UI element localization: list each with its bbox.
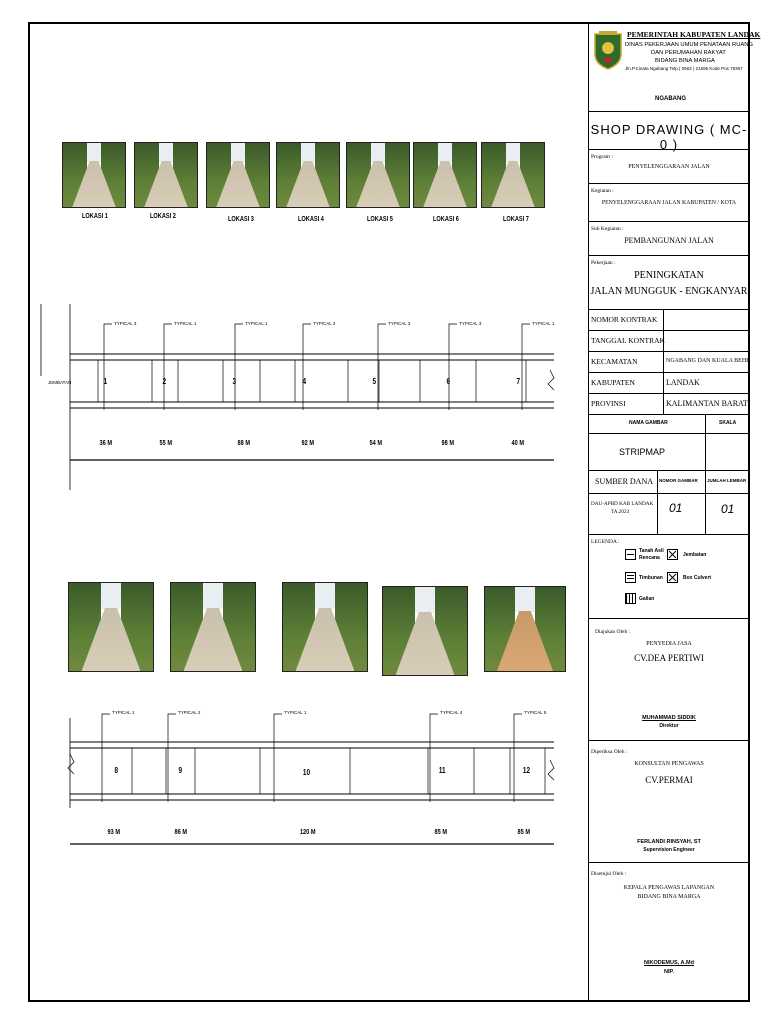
typical-label: TYPICAL 1 xyxy=(532,321,555,326)
typical-label: TYPICAL 5 xyxy=(524,710,547,715)
info-row xyxy=(589,373,749,394)
segment-distance: 88 M xyxy=(237,440,251,447)
box-culvert-icon xyxy=(667,572,678,583)
segment-number: 4 xyxy=(302,377,307,386)
kegiatan-value: PENYELENGGARAAN JALAN KABUPATEN / KOTA xyxy=(601,200,737,206)
segment-number: 10 xyxy=(302,768,311,777)
drawing-number: 01 xyxy=(669,501,683,515)
legend-item: Jembatan xyxy=(683,552,707,558)
checker-company: CV.PERMAI xyxy=(645,775,693,785)
info-row-value: LANDAK xyxy=(666,378,700,387)
header-section xyxy=(589,24,761,112)
program-section xyxy=(589,150,749,184)
segment-number: 12 xyxy=(522,766,531,775)
submitter-company: CV.DEA PERTIWI xyxy=(634,653,704,663)
funding-label: SUMBER DANA xyxy=(595,477,654,486)
segment-number: 2 xyxy=(162,377,167,386)
segment-number: 11 xyxy=(438,766,446,775)
division-name: BIDANG BINA MARGA xyxy=(655,58,715,64)
legend-item: Timbunan xyxy=(639,575,663,581)
scale-label: SKALA xyxy=(719,420,737,426)
submitted-by-label: Diajukan Oleh : xyxy=(595,629,631,635)
road-photo-3 xyxy=(206,142,270,208)
legend-item: Box Culvert xyxy=(683,575,712,581)
checker-org: KONSULTAN PENGAWAS xyxy=(634,761,704,767)
info-row xyxy=(589,352,749,373)
road-photo-10 xyxy=(282,582,368,672)
dept-line-2: DAN PERUMAHAN RAKYAT xyxy=(651,50,726,56)
segment-distance: 98 M xyxy=(441,440,455,447)
location-label: LOKASI 1 xyxy=(82,213,108,220)
legend-item: Galian xyxy=(639,596,655,602)
submitted-by-section xyxy=(589,619,749,741)
segment-distance: 36 M xyxy=(99,440,113,447)
info-row-label: NOMOR KONTRAK xyxy=(591,315,658,324)
segment-distance: 54 M xyxy=(369,440,383,447)
road-photo-1 xyxy=(62,142,126,208)
segment-number: 3 xyxy=(232,377,237,386)
legend-item: Tanah Asli xyxy=(639,548,664,554)
sub-kegiatan-label: Sub Kegiatan : xyxy=(591,226,624,232)
location-label: LOKASI 6 xyxy=(433,216,459,223)
segment-distance: 85 M xyxy=(434,829,448,836)
typical-label: TYPICAL 2 xyxy=(178,710,201,715)
original-ground-icon xyxy=(625,549,636,560)
segment-number: 5 xyxy=(372,377,377,386)
funding-year: TA.2023 xyxy=(611,509,630,515)
submitter-role: Direktur xyxy=(659,723,679,729)
checked-by-section xyxy=(589,741,749,863)
typical-label: TYPICAL 1 xyxy=(112,710,135,715)
submitter-name: MUHAMMAD SIDDIK xyxy=(642,715,696,721)
legend-label: LEGENDA : xyxy=(591,539,620,545)
drawing-title-section xyxy=(589,112,749,150)
segment-distance: 120 M xyxy=(299,829,316,836)
road-photo-5 xyxy=(346,142,410,208)
pekerjaan-line-2: JALAN MUNGGUK - ENGKANYAR xyxy=(590,286,748,297)
road-photo-8 xyxy=(68,582,154,672)
kegiatan-label: Kegiatan : xyxy=(591,188,614,194)
drawing-number-label: NOMOR GAMBAR xyxy=(659,478,698,483)
gov-name: PEMERINTAH KABUPATEN LANDAK xyxy=(627,30,761,39)
location-label: LOKASI 5 xyxy=(367,216,393,223)
approver-name: NIKODEMUS, A.Md xyxy=(644,960,694,966)
road-photo-7 xyxy=(481,142,545,208)
location-label: LOKASI 7 xyxy=(503,216,529,223)
road-photo-2 xyxy=(134,142,198,208)
regency-seal-logo xyxy=(593,30,623,70)
segment-distance: 86 M xyxy=(174,829,188,836)
typical-label: TYPICAL 1 xyxy=(284,710,307,715)
road-photo-6 xyxy=(413,142,477,208)
drawing-area xyxy=(30,24,588,1000)
address: Jln.P.Cinata Ngabang Telp.( 0563 ) 21695 Kode Pos 78357 xyxy=(625,66,743,71)
sub-kegiatan-section xyxy=(589,222,749,256)
info-row-label: PROVINSI xyxy=(591,399,626,408)
segment-distance: 40 M xyxy=(511,440,525,447)
info-row-label: KABUPATEN xyxy=(591,378,635,387)
typical-label: TYPICAL 3 xyxy=(459,321,482,326)
segment-number: 6 xyxy=(446,377,451,386)
road-photo-9 xyxy=(170,582,256,672)
typical-label: TYPICAL 3 xyxy=(114,321,137,326)
approver-nip: NIP. xyxy=(664,969,674,975)
drawing-sheet xyxy=(28,22,761,1002)
road-photo-4 xyxy=(276,142,340,208)
legend-section xyxy=(589,535,749,619)
program-label: Program : xyxy=(591,154,613,160)
approver-org-2: BIDANG BINA MARGA xyxy=(637,894,701,900)
typical-label: TYPICAL 1 xyxy=(174,321,197,326)
location-label: LOKASI 4 xyxy=(298,216,324,223)
drawing-title: SHOP DRAWING ( MC-0 ) xyxy=(590,122,748,152)
funding-source: DAU-APBD KAB LANDAK xyxy=(591,501,654,507)
segment-number: 9 xyxy=(178,766,183,775)
segment-distance: 85 M xyxy=(517,829,531,836)
legend-item: Rencana xyxy=(639,555,660,561)
drawing-name-value: STRIPMAP xyxy=(619,447,666,457)
road-photo-12 xyxy=(484,586,566,672)
title-block xyxy=(588,24,761,1000)
funding-section xyxy=(589,471,749,535)
city: NGABANG xyxy=(655,96,686,102)
submitter-org: PENYEDIA JASA xyxy=(646,641,692,647)
approved-by-section xyxy=(589,863,749,1000)
sheet-count: 01 xyxy=(721,502,735,516)
segment-number: 1 xyxy=(103,377,108,386)
checked-by-label: Diperiksa Oleh : xyxy=(591,749,628,755)
info-row xyxy=(589,394,749,415)
typical-label: TYPICAL 4 xyxy=(440,710,463,715)
typical-label: TYPICAL 1 xyxy=(245,321,268,326)
bridge-icon xyxy=(667,549,678,560)
approver-org-1: KEPALA PENGAWAS LAPANGAN xyxy=(623,885,715,891)
embankment-icon xyxy=(625,572,636,583)
segment-distance: 55 M xyxy=(159,440,173,447)
info-row-value: NGABANG DAN KUALA BEHE xyxy=(666,358,750,364)
excavation-icon xyxy=(625,593,636,604)
sub-kegiatan-value: PEMBANGUNAN JALAN xyxy=(624,236,714,245)
info-row xyxy=(589,331,749,352)
info-row xyxy=(589,310,749,331)
typical-label: TYPICAL 3 xyxy=(388,321,411,326)
dept-line-1: DINAS PEKERJAAN UMUM PENATAAN RUANG xyxy=(625,42,753,48)
pekerjaan-section xyxy=(589,256,749,310)
sheet-count-label: JUMLAH LEMBAR xyxy=(707,478,747,483)
pekerjaan-label: Pekerjaan : xyxy=(591,260,616,266)
segment-distance: 92 M xyxy=(301,440,315,447)
segment-number: 8 xyxy=(114,766,119,775)
info-row-value: KALIMANTAN BARAT xyxy=(666,399,748,408)
pekerjaan-line-1: PENINGKATAN xyxy=(634,270,704,281)
bridge-label: JEMBATAN xyxy=(48,380,72,385)
typical-label: TYPICAL 2 xyxy=(313,321,336,326)
info-row-label: KECAMATAN xyxy=(591,357,638,366)
checker-role: Supervision Engineer xyxy=(643,847,695,853)
approved-by-label: Disetujui Oleh : xyxy=(591,871,627,877)
checker-name: FERLANDI RINSYAH, ST xyxy=(637,839,701,845)
program-value: PENYELENGGARAAN JALAN xyxy=(628,164,710,170)
location-label: LOKASI 2 xyxy=(150,213,176,220)
segment-distance: 93 M xyxy=(107,829,121,836)
kegiatan-section xyxy=(589,184,749,222)
info-row-label: TANGGAL KONTRAK xyxy=(591,336,665,345)
drawing-name-section xyxy=(589,415,749,471)
location-label: LOKASI 3 xyxy=(228,216,254,223)
drawing-name-label: NAMA GAMBAR xyxy=(629,420,668,426)
stripmap-2 xyxy=(30,704,588,864)
segment-number: 7 xyxy=(516,377,521,386)
road-photo-11 xyxy=(382,586,468,676)
